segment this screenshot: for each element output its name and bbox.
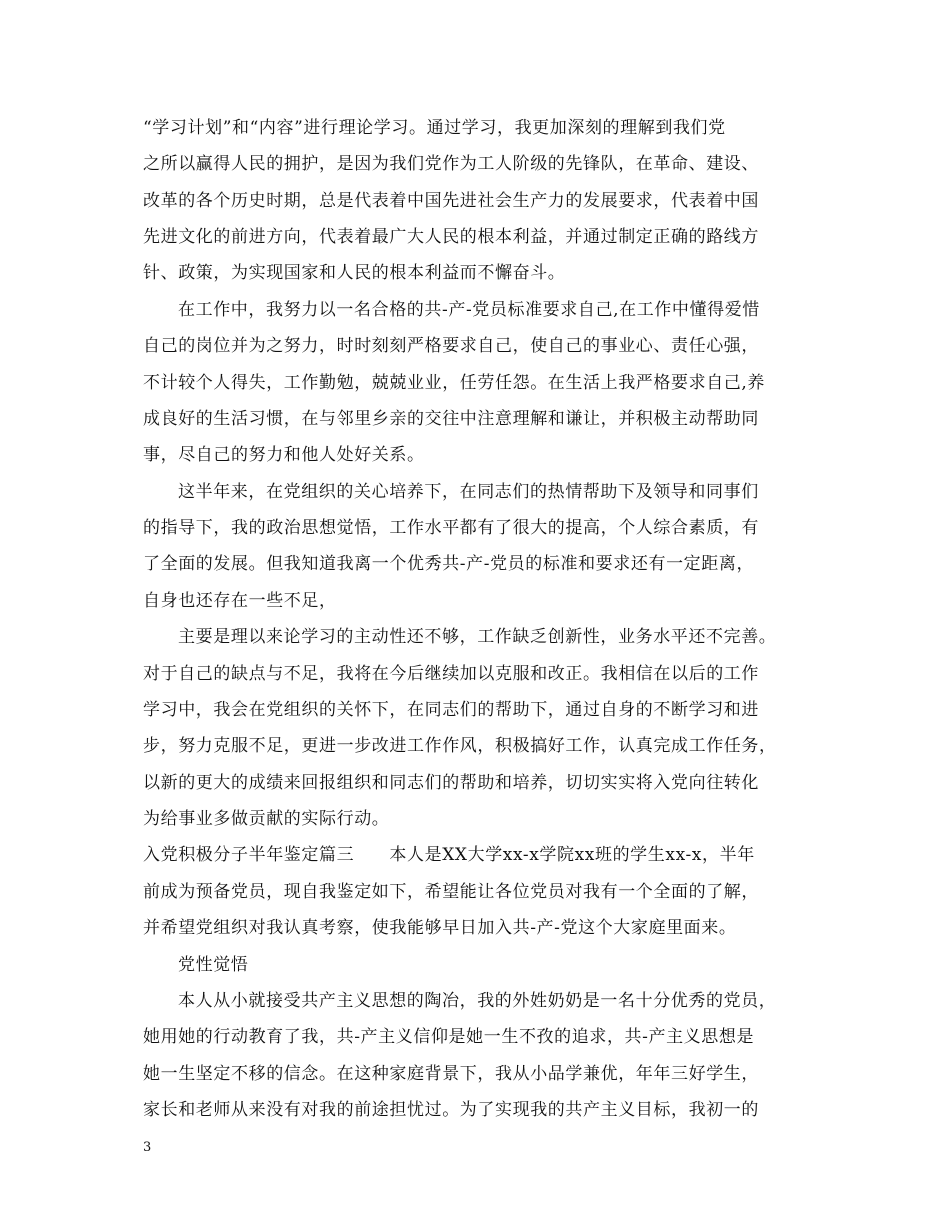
text-line: “学习计划”和“内容”进行理论学习。通过学习，我更加深刻的理解到我们党 [143,118,726,138]
page-number: 3 [143,1140,152,1155]
text-line: 以新的更大的成绩来回报组织和同志们的帮助和培养，切切实实将入党向往转化 [143,773,759,793]
text-line: 自己的岗位并为之努力，时时刻刻严格要求自己，使自己的事业心、责任心强， [143,336,759,356]
text-line: 学习中，我会在党组织的关怀下，在同志们的帮助下，通过自身的不断学习和进 [143,700,759,720]
text-line: 家长和老师从来没有对我的前途担忧过。为了实现我的共产主义目标，我初一的 [143,1100,759,1120]
text-line: 为给事业多做贡献的实际行动。 [143,809,390,829]
text-line: 并希望党组织对我认真考察，使我能够早日加入共-产-党这个大家庭里面来。 [143,918,737,938]
text-line: 她用她的行动教育了我，共-产主义信仰是她一生不孜的追求，共-产主义思想是 [143,1027,755,1047]
text-line: 事，尽自己的努力和他人处好关系。 [143,445,425,465]
paragraph-first-line: 主要是理以来论学习的主动性还不够，工作缺乏创新性，业务水平还不完善。 [178,627,777,647]
text-line: 针、政策，为实现国家和人民的根本利益而不懈奋斗。 [143,263,566,283]
text-line: 不计较个人得失，工作勤勉，兢兢业业，任劳任怨。在生活上我严格要求自己,养 [143,373,766,393]
text-line: 了全面的发展。但我知道我离一个优秀共-产-党员的标准和要求还有一定距离， [143,554,755,574]
text-line: 先进文化的前进方向，代表着最广大人民的根本利益，并通过制定正确的路线方 [143,227,759,247]
paragraph-first-line: 在工作中，我努力以一名合格的共-产-党员标准要求自己,在工作中懂得爱惜 [178,300,760,320]
text-line: 之所以赢得人民的拥护，是因为我们党作为工人阶级的先锋队，在革命、建设、 [143,154,759,174]
text-line: 她一生坚定不移的信念。在这种家庭背景下，我从小品学兼优，年年三好学生， [143,1064,759,1084]
text-line: 步，努力克服不足，更进一步改进工作作风，积极搞好工作，认真完成工作任务， [143,736,777,756]
text-line: 自身也还存在一些不足， [143,591,337,611]
text-line: 改革的各个历史时期，总是代表着中国先进社会生产力的发展要求，代表着中国 [143,191,759,211]
text-line: 前成为预备党员，现自我鉴定如下，希望能让各位党员对我有一个全面的了解， [143,882,759,902]
text-line: 的指导下，我的政治思想觉悟，工作水平都有了很大的提高，个人综合素质，有 [143,518,759,538]
subheading: 党性觉悟 [178,955,249,975]
section-heading-line: 入党积极分子半年鉴定篇三 本人是XX大学xx-x学院xx班的学生xx-x，半年 [143,845,755,865]
text-line: 成良好的生活习惯，在与邻里乡亲的交往中注意理解和谦让，并积极主动帮助同 [143,409,759,429]
paragraph-first-line: 本人从小就接受共产主义思想的陶冶，我的外姓奶奶是一名十分优秀的党员， [178,991,777,1011]
paragraph-first-line: 这半年来，在党组织的关心培养下，在同志们的热情帮助下及领导和同事们 [178,482,759,502]
text-line: 对于自己的缺点与不足，我将在今后继续加以克服和改正。我相信在以后的工作 [143,664,759,684]
